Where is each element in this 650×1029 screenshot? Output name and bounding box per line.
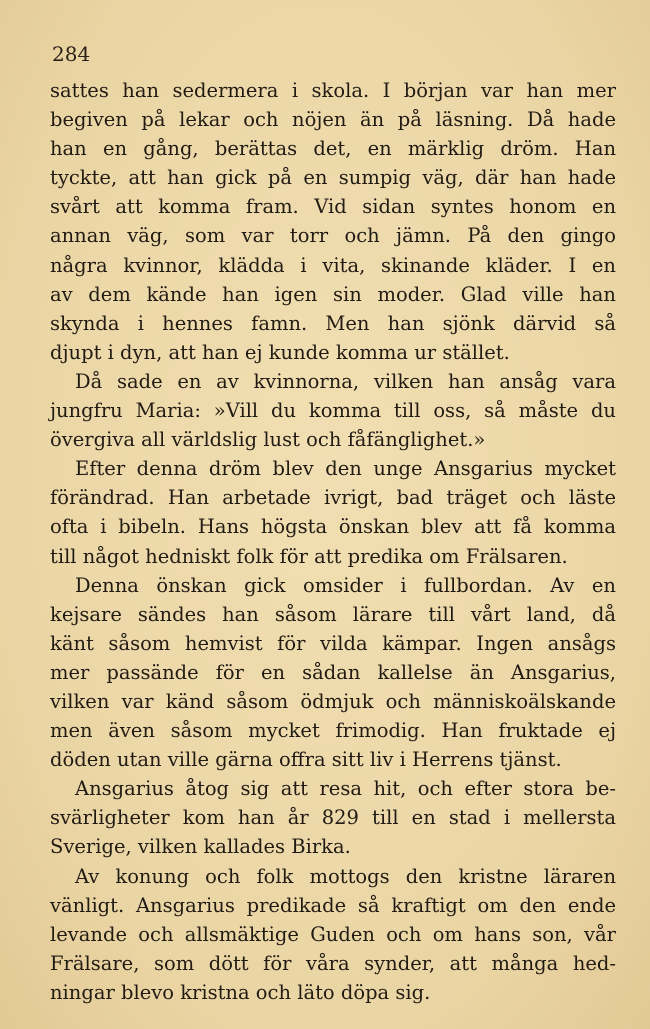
text-line: kejsare sändes han såsom lärare till vårt land, då (50, 602, 616, 626)
text-line: levande och allsmäktige Guden och om hans son, vår (50, 922, 616, 946)
text-line: men även såsom mycket frimodig. Han fruktade ej (50, 719, 616, 743)
text-line: av dem kände han igen sin moder. Glad ville han (50, 282, 616, 306)
text-line: djupt i dyn, att han ej kunde komma ur stället. (50, 340, 510, 364)
text-line: jungfru Maria: »Vill du komma till oss, så måste du (50, 399, 616, 423)
text-line: ofta i bibeln. Hans högsta önskan blev att få komma (50, 515, 616, 539)
text-line: han en gång, berättas det, en märklig dröm. Han (50, 137, 616, 161)
text-line: övergiva all världslig lust och fåfänglighet.» (50, 428, 486, 452)
text-line: begiven på lekar och nöjen än på läsning. Då hade (50, 108, 616, 132)
text-line: Sverige, vilken kallades Birka. (50, 835, 351, 859)
text-line: vilken var känd såsom ödmjuk och människoälskande (50, 689, 616, 713)
text-line: Frälsare, som dött för våra synder, att många hed- (50, 951, 616, 975)
text-line: Av konung och folk mottogs den kristne läraren (75, 864, 616, 888)
text-line: vänligt. Ansgarius predikade så kraftigt om den ende (50, 893, 616, 917)
text-line: förändrad. Han arbetade ivrigt, bad träget och läste (50, 486, 616, 510)
text-line: känt såsom hemvist för vilda kämpar. Ingen ansågs (50, 631, 616, 655)
text-line: döden utan ville gärna offra sitt liv i Herrens tjänst. (50, 748, 562, 772)
text-line: svärligheter kom han år 829 till en stad i mellersta (50, 806, 616, 830)
text-line: ningar blevo kristna och läto döpa sig. (50, 980, 431, 1004)
text-line: några kvinnor, klädda i vita, skinande kläder. I en (50, 253, 616, 277)
text-line: tyckte, att han gick på en sumpig väg, där han hade (50, 166, 616, 190)
text-line: mer passände för en sådan kallelse än Ansgarius, (50, 660, 616, 684)
text-line: Efter denna dröm blev den unge Ansgarius mycket (75, 457, 616, 481)
text-line: till något hedniskt folk för att predika om Frälsaren. (50, 544, 568, 568)
text-line: skynda i hennes famn. Men han sjönk därvid så (50, 311, 616, 335)
text-line: annan väg, som var torr och jämn. På den gingo (50, 224, 616, 248)
text-line: sattes han sedermera i skola. I början var han mer (50, 79, 616, 102)
page-number: 284 (52, 42, 91, 66)
body-text (50, 76, 616, 1007)
text-line: Ansgarius åtog sig att resa hit, och efter stora be- (75, 777, 616, 801)
text-line: svårt att komma fram. Vid sidan syntes honom en (50, 195, 616, 219)
text-line: Då sade en av kvinnorna, vilken han ansåg vara (75, 369, 616, 393)
text-line: Denna önskan gick omsider i fullbordan. Av en (75, 573, 616, 597)
